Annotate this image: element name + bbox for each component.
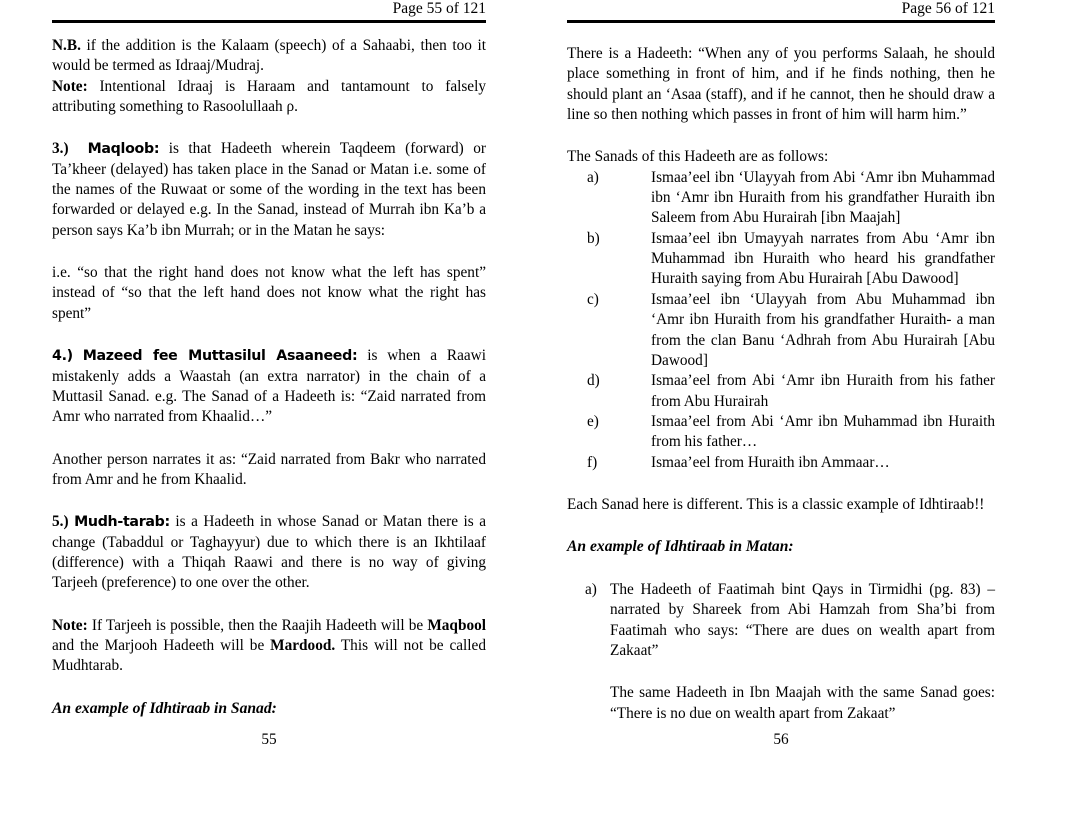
note2-part1: If Tarjeeh is possible, then the Raajih Hadeeth will be: [87, 616, 428, 634]
list-item-text: Ismaa’eel ibn Umayyah narrates from Abu ‘Amr ibn Muhammad ibn Huraith who heard his grandfather Huraith saying from Abu Hurairah [Abu Dawood]: [651, 229, 995, 288]
spacer: [52, 677, 486, 699]
page-right-header: Page 56 of 121: [901, 0, 995, 17]
spacer: [567, 515, 995, 537]
paragraph-maqloob: [52, 139, 486, 241]
item3-text: is that Hadeeth wherein Taqdeem (forward) or Ta’kheer (delayed) has taken place in the Sanad or Matan i.e. some of the names of the Ruwaat or some of the wording in the text has been forwarded or delayed e.g. In the Sanad, instead of Murrah ibn Ka’b a person says Ka’b ibn Murrah; or in the Matan he says:: [52, 140, 486, 239]
page-right-folio: 56: [773, 731, 789, 748]
list-marker: b): [587, 229, 600, 247]
heading-example-matan: An example of Idhtiraab in Matan:: [567, 538, 794, 556]
item4-headword: Mazeed fee Muttasilul Asaaneed:: [82, 348, 358, 365]
note-text: Intentional Idraaj is Haraam and tantamount to falsely attributing something to Rasoolullaah ρ.: [52, 77, 486, 116]
paragraph-each-sanad: Each Sanad here is different. This is a classic example of Idhtiraab!!: [567, 495, 985, 513]
list-item-text: Ismaa’eel ibn ‘Ulayyah from Abu Muhammad ibn ‘Amr ibn Huraith from his grandfather Huraith- a man from the clan Banu ‘Adhrah from Abu Hurairah [Abu Dawood]: [651, 290, 995, 369]
paragraph-same-hadeeth: The same Hadeeth in Ibn Maajah with the same Sanad goes: “There is no due on wealth apart from Zakaat”: [610, 684, 995, 722]
paragraph-note-tarjeeh: [52, 616, 486, 677]
list-marker: e): [587, 412, 599, 430]
list-item: [567, 412, 995, 453]
spacer: [567, 125, 995, 147]
note-label: Note:: [52, 77, 88, 95]
list-item-text: Ismaa’eel from Huraith ibn Ammaar…: [651, 453, 890, 471]
paragraph-quote-example: i.e. “so that the right hand does not know what the left has spent” instead of “so that the left hand does not know what the right has spent”: [52, 264, 486, 322]
note2-mardood: Mardood.: [270, 636, 336, 654]
paragraph-sanads-intro: The Sanads of this Hadeeth are as follows:: [567, 148, 829, 166]
list-marker: a): [587, 168, 599, 186]
spacer: [52, 241, 486, 263]
note2-part3: This will not be called Mudhtarab.: [52, 636, 486, 675]
spacer: [52, 324, 486, 346]
list-marker: f): [587, 453, 598, 471]
same-hadeeth-wrapper: [567, 683, 995, 724]
page-right-body: [567, 36, 995, 724]
sanads-list: [567, 168, 995, 473]
heading-example-sanad: An example of Idhtiraab in Sanad:: [52, 699, 277, 717]
spacer: [52, 117, 486, 139]
list-item: [567, 453, 995, 473]
item5-headword: Mudh-tarab:: [74, 514, 170, 531]
paragraph-another-person: Another person narrates it as: “Zaid narrated from Bakr who narrated from Amr and he from Khaalid.: [52, 450, 486, 488]
list-item: [567, 580, 995, 661]
note2-label: Note:: [52, 616, 88, 634]
list-marker: a): [585, 581, 597, 598]
page-left-folio: 55: [261, 731, 277, 748]
page-right: [567, 0, 995, 839]
spacer: [567, 473, 995, 495]
list-item: [567, 168, 995, 229]
paragraph-mazeed: [52, 346, 486, 427]
spacer: [567, 36, 995, 44]
spacer: [52, 490, 486, 512]
page-right-header-rule: [567, 20, 995, 23]
note2-part2: and the Marjooh Hadeeth will be: [52, 636, 271, 654]
item5-text: is a Hadeeth in whose Sanad or Matan there is a change (Tabaddul or Taghayyur) due to which there is an Ikhtilaaf (difference) with a Thiqah Raawi and there is no way of giving Tarjeeh (preference) to one over the other.: [52, 513, 486, 592]
paragraph-nb: [52, 36, 486, 77]
item3-headword: Maqloob:: [87, 141, 160, 158]
spacer: [52, 428, 486, 450]
paragraph-note: [52, 77, 486, 118]
page-left-header-rule: [52, 20, 486, 23]
list-item-text: Ismaa’eel ibn ‘Ulayyah from Abi ‘Amr ibn Muhammad ibn ‘Amr ibn Huraith from his grandfather Huraith ibn Saleem from Abu Hurairah [ibn Maajah]: [651, 168, 995, 227]
item4-text: is when a Raawi mistakenly adds a Waastah (an extra narrator) in the chain of a Muttasil Sanad. e.g. The Sanad of a Hadeeth is: “Zaid narrated from Amr who narrated from Khaalid…”: [52, 347, 486, 426]
list-item: [567, 290, 995, 371]
nb-text: if the addition is the Kalaam (speech) of a Sahaabi, then too it would be termed as Idraaj/Mudraj.: [52, 37, 486, 75]
paragraph-hadeeth: There is a Hadeeth: “When any of you performs Salaah, he should place something in front of him, and if he finds nothing, then he should plant an ‘Asaa (staff), and if he cannot, then he should draw a line so then nothing which passes in front of him will harm him.”: [567, 45, 995, 124]
spacer: [567, 558, 995, 580]
page-left: [52, 0, 486, 839]
note2-maqbool: Maqbool: [427, 616, 486, 634]
list-marker: d): [587, 372, 600, 390]
list-item-text: The Hadeeth of Faatimah bint Qays in Tirmidhi (pg. 83) – narrated by Shareek from Abi Hamzah from Sha’bi from Faatimah who says: “There are dues on wealth apart from Zakaat”: [610, 581, 995, 660]
page-left-body: [52, 36, 486, 719]
spacer: [567, 661, 995, 683]
nb-label: N.B.: [52, 37, 81, 55]
item4-number: 4.): [52, 348, 73, 365]
list-item: [567, 371, 995, 412]
page-left-header: Page 55 of 121: [392, 0, 486, 17]
list-item: [567, 229, 995, 290]
list-item-text: Ismaa’eel from Abi ‘Amr ibn Huraith from his father from Abu Hurairah: [651, 372, 995, 410]
paragraph-mudhtarab: [52, 512, 486, 593]
matan-list: [567, 580, 995, 661]
item5-number: 5.): [52, 513, 69, 531]
list-item-text: Ismaa’eel from Abi ‘Amr ibn Muhammad ibn Huraith from his father…: [651, 412, 995, 451]
list-marker: c): [587, 290, 599, 308]
spacer: [52, 594, 486, 616]
item3-number: 3.): [52, 140, 69, 158]
